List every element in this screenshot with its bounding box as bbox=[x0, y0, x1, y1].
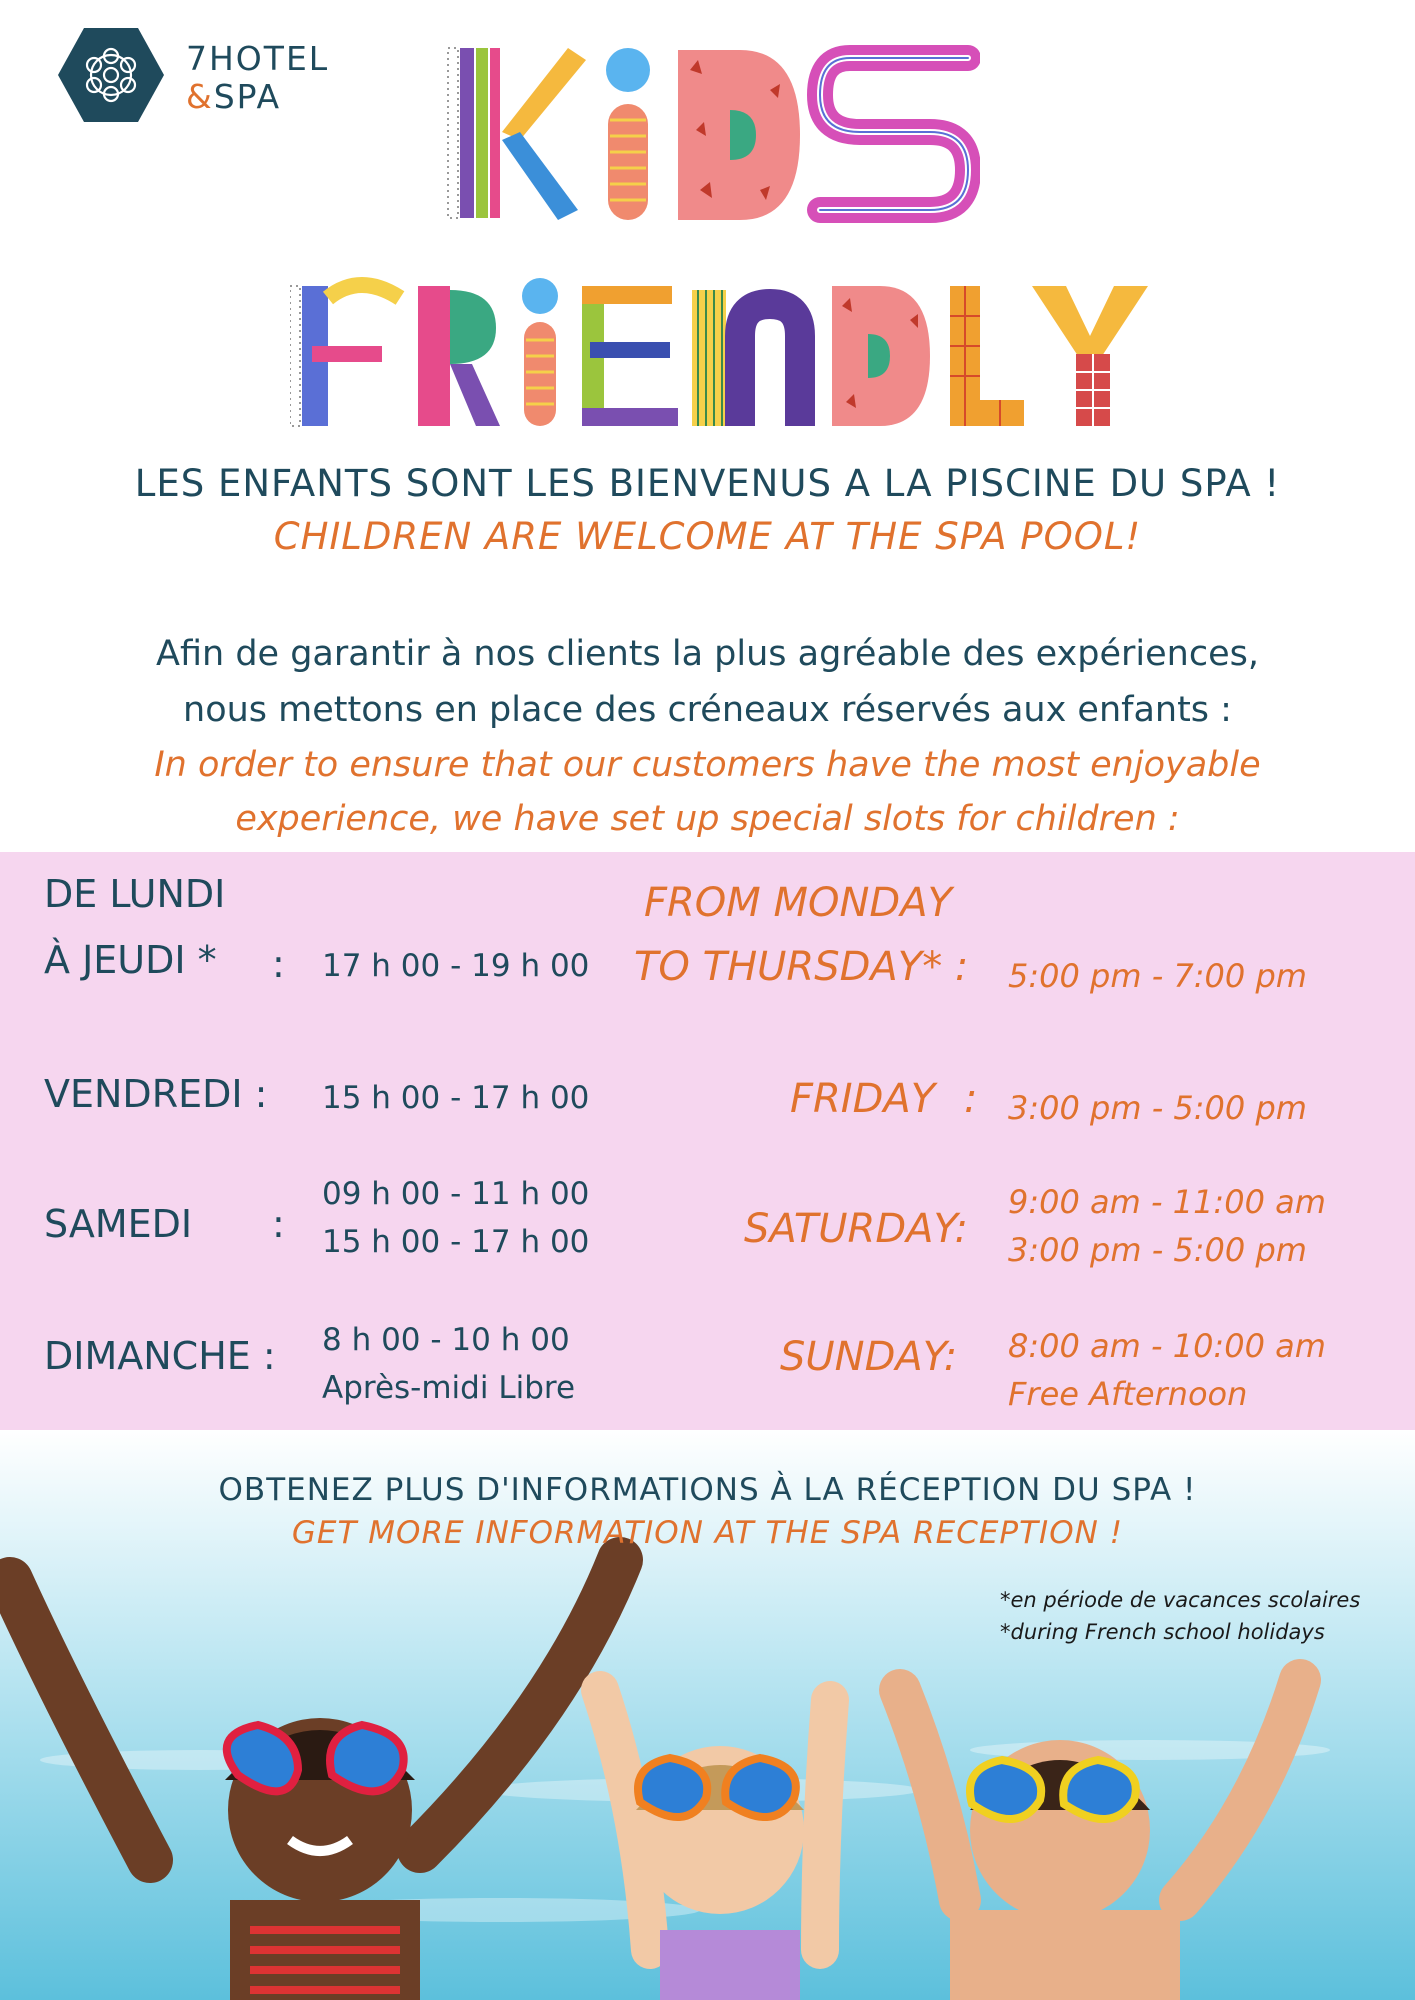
letter-i2 bbox=[522, 278, 558, 426]
letter-d2 bbox=[832, 286, 930, 426]
en-time-mon-thu: 5:00 pm - 7:00 pm bbox=[1008, 957, 1307, 995]
letter-f bbox=[290, 285, 400, 426]
note-fr: *en période de vacances scolaires bbox=[1000, 1588, 1361, 1612]
en-day-mon-thu-1: FROM MONDAY bbox=[644, 880, 953, 926]
hotel-logo-text bbox=[186, 40, 329, 116]
letter-k bbox=[448, 48, 586, 220]
en-info: GET MORE INFORMATION AT THE SPA RECEPTION ! bbox=[291, 1515, 1124, 1551]
fr-day-mon-thu-2: À JEUDI * bbox=[44, 938, 217, 982]
en-day-sunday: SUNDAY: bbox=[780, 1334, 958, 1380]
fr-day-saturday: SAMEDI bbox=[44, 1202, 193, 1246]
en-time-sunday-2: Free Afternoon bbox=[1008, 1375, 1248, 1413]
letter-e bbox=[582, 286, 678, 426]
fr-time-mon-thu: 17 h 00 - 19 h 00 bbox=[322, 948, 590, 984]
en-day-mon-thu-2: TO THURSDAY* : bbox=[634, 944, 969, 990]
fr-time-saturday-2: 15 h 00 - 17 h 00 bbox=[322, 1224, 590, 1260]
en-day-friday: FRIDAY bbox=[790, 1076, 936, 1122]
letter-r bbox=[418, 286, 500, 426]
logo-spa: SPA bbox=[213, 77, 282, 116]
letter-l bbox=[950, 286, 1024, 426]
en-intro-line-2: experience, we have set up special slots for children : bbox=[235, 799, 1180, 839]
letter-n bbox=[692, 290, 800, 426]
title-friendly bbox=[290, 276, 1150, 438]
title-kids bbox=[440, 40, 980, 230]
letter-y bbox=[1032, 286, 1148, 426]
fr-colon-saturday: : bbox=[272, 1202, 285, 1246]
fr-info: OBTENEZ PLUS D'INFORMATIONS À LA RÉCEPTION DU SPA ! bbox=[218, 1472, 1197, 1508]
en-intro bbox=[0, 738, 1415, 846]
fr-intro bbox=[0, 626, 1415, 738]
en-colon-friday: : bbox=[964, 1076, 978, 1122]
fr-day-friday: VENDREDI : bbox=[44, 1072, 268, 1116]
fr-day-mon-thu-1: DE LUNDI bbox=[44, 872, 226, 916]
fr-time-sunday-2: Après-midi Libre bbox=[322, 1370, 576, 1406]
en-time-saturday-1: 9:00 am - 11:00 am bbox=[1008, 1183, 1326, 1221]
en-time-saturday-2: 3:00 pm - 5:00 pm bbox=[1008, 1231, 1307, 1269]
letter-s bbox=[820, 58, 968, 210]
en-heading: CHILDREN ARE WELCOME AT THE SPA POOL! bbox=[273, 515, 1142, 558]
letter-d bbox=[678, 50, 800, 220]
fr-day-sunday: DIMANCHE : bbox=[44, 1334, 276, 1378]
fr-time-sunday-1: 8 h 00 - 10 h 00 bbox=[322, 1322, 570, 1358]
fr-intro-line-2: nous mettons en place des créneaux réservés aux enfants : bbox=[183, 690, 1232, 730]
letter-i bbox=[606, 48, 650, 220]
note-en: *during French school holidays bbox=[1000, 1620, 1325, 1644]
logo-line-1: 7HOTEL bbox=[186, 39, 330, 78]
fr-time-saturday-1: 09 h 00 - 11 h 00 bbox=[322, 1176, 590, 1212]
fr-heading: LES ENFANTS SONT LES BIENVENUS A LA PISCINE DU SPA ! bbox=[134, 462, 1281, 505]
fr-colon-mon-thu: : bbox=[272, 942, 285, 986]
en-time-sunday-1: 8:00 am - 10:00 am bbox=[1008, 1327, 1326, 1365]
logo-line-2 bbox=[186, 78, 329, 116]
hotel-logo-icon bbox=[56, 26, 166, 124]
en-intro-line-1: In order to ensure that our customers have the most enjoyable bbox=[154, 745, 1261, 785]
en-time-friday: 3:00 pm - 5:00 pm bbox=[1008, 1089, 1307, 1127]
holiday-note bbox=[1000, 1584, 1360, 1648]
logo-ampersand: & bbox=[186, 77, 214, 116]
fr-time-friday: 15 h 00 - 17 h 00 bbox=[322, 1080, 590, 1116]
en-day-saturday: SATURDAY: bbox=[744, 1206, 968, 1252]
fr-intro-line-1: Afin de garantir à nos clients la plus agréable des expériences, bbox=[156, 634, 1259, 674]
